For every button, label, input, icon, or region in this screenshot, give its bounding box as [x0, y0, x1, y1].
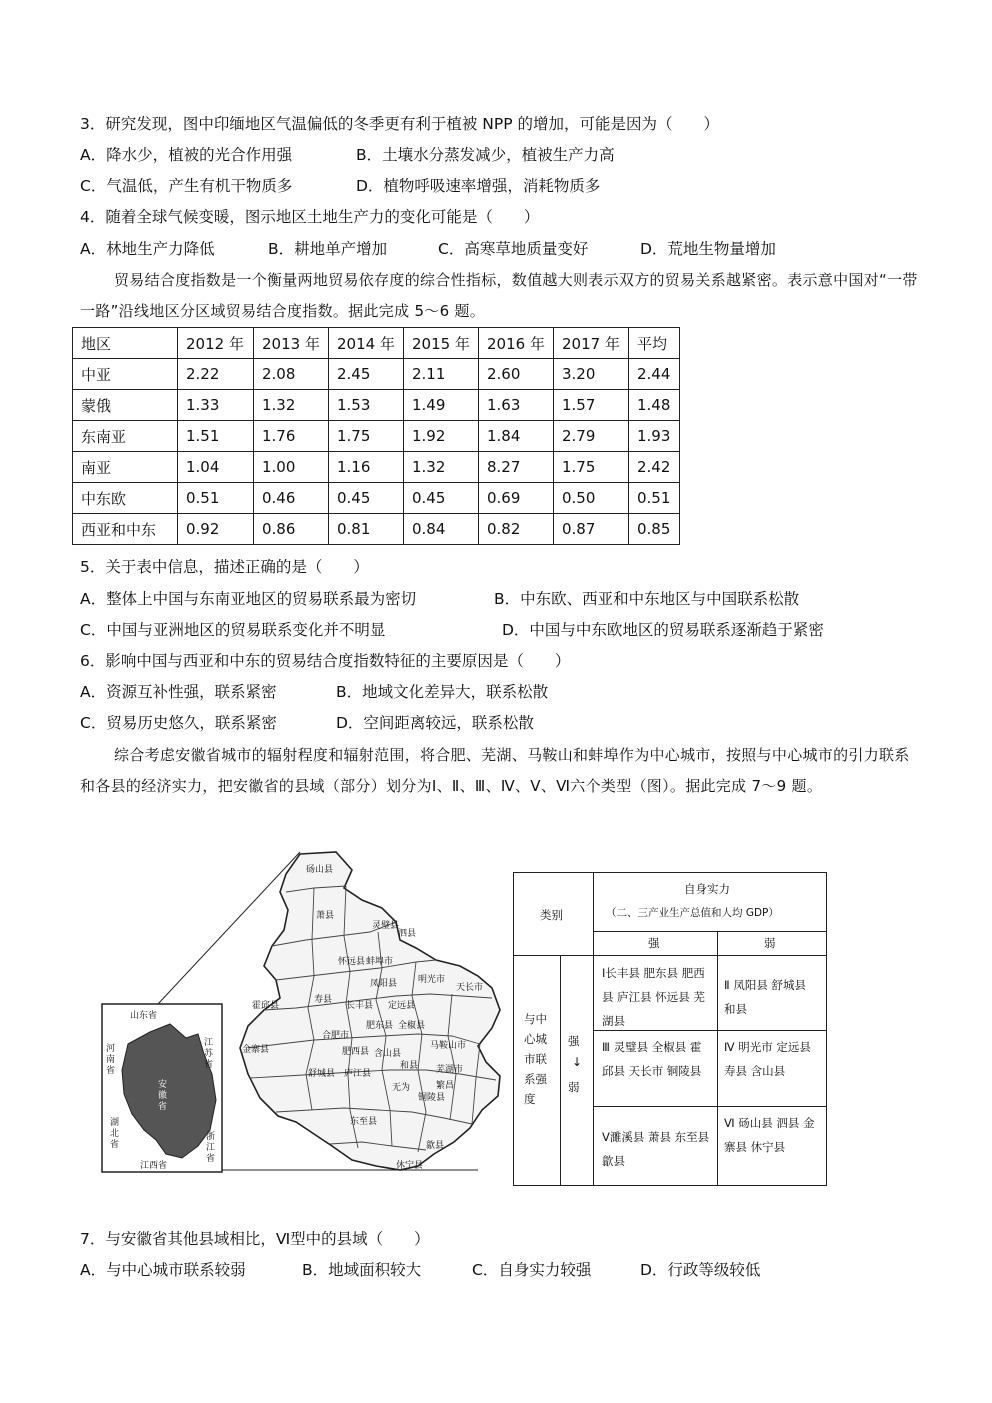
- map-label: 繁昌: [436, 1081, 455, 1091]
- table-cell: 0.87: [554, 514, 629, 545]
- map-label: 萧县: [316, 911, 335, 921]
- table-cell: 2.42: [629, 452, 680, 483]
- table-header-cell: 2017 年: [554, 328, 629, 359]
- table-header-cell: 2014 年: [329, 328, 404, 359]
- table-header-cell: 地区: [73, 328, 178, 359]
- table-cell: 1.63: [479, 390, 554, 421]
- trade-index-table: [72, 327, 680, 545]
- table-cell: 南亚: [73, 452, 178, 483]
- table-type-1: Ⅰ长丰县 肥东县 肥西县 庐江县 怀远县 芜湖县: [602, 966, 705, 1028]
- table-cell: 1.93: [629, 421, 680, 452]
- q6-stem: 6．影响中国与西亚和中东的贸易结合度指数特征的主要原因是（ ）: [80, 652, 571, 670]
- map-label: 天长市: [456, 983, 484, 993]
- map-label: 灵璧县: [372, 921, 400, 931]
- map-label: 明光市: [418, 975, 446, 985]
- table-category-label: 类别: [540, 908, 563, 922]
- table-cell: 0.50: [554, 483, 629, 514]
- table-cell: 1.53: [329, 390, 404, 421]
- table-cell: 1.84: [479, 421, 554, 452]
- q5-option-a: A．整体上中国与东南亚地区的贸易联系最为密切: [80, 590, 417, 608]
- q3-stem: 3．研究发现，图中印缅地区气温偏低的冬季更有利于植被 NPP 的增加，可能是因为（ ）: [80, 115, 720, 133]
- table-cell: 0.86: [254, 514, 329, 545]
- map-label: 定远县: [388, 1001, 416, 1011]
- map-label: 金寨县: [242, 1045, 270, 1055]
- q6-option-b: B．地域文化差异大，联系松散: [336, 683, 549, 701]
- map-label: 泗县: [398, 929, 417, 939]
- table-cell: 1.51: [178, 421, 254, 452]
- q3-option-d: D．植物呼吸速率增强，消耗物质多: [356, 177, 601, 195]
- table-cell: 2.79: [554, 421, 629, 452]
- table-cell: 1.32: [254, 390, 329, 421]
- q4-stem: 4．随着全球气候变暖，图示地区土地生产力的变化可能是（ ）: [80, 208, 540, 226]
- table-cell: 西亚和中东: [73, 514, 178, 545]
- map-label: 怀远县: [338, 957, 366, 967]
- table-cell: 1.48: [629, 390, 680, 421]
- map-label: 凤阳县: [370, 979, 398, 989]
- table-cell: 东南亚: [73, 421, 178, 452]
- inset-label: 湖北省: [110, 1118, 120, 1150]
- table-link-label: 与中心城市联系强度: [524, 1012, 547, 1106]
- map-label: 肥西县: [342, 1047, 370, 1057]
- table-header-cell: 2016 年: [479, 328, 554, 359]
- map-label: 铜陵县: [418, 1093, 446, 1103]
- table-cell: 1.16: [329, 452, 404, 483]
- table-cell: 0.92: [178, 514, 254, 545]
- table-cell: 2.11: [404, 359, 479, 390]
- map-label: 马鞍山市: [430, 1041, 467, 1051]
- table-cell: 0.84: [404, 514, 479, 545]
- table-cell: 2.60: [479, 359, 554, 390]
- map-label: 寿县: [314, 995, 333, 1005]
- q6-option-c: C．贸易历史悠久，联系紧密: [80, 714, 277, 732]
- table-strong-header: 强: [648, 936, 660, 950]
- table-header-cell: 2015 年: [404, 328, 479, 359]
- map-label: 和县: [400, 1061, 419, 1071]
- q5-option-b: B．中东欧、西亚和中东地区与中国联系松散: [494, 590, 800, 608]
- table-cell: 2.22: [178, 359, 254, 390]
- intro-anhui-paragraph: 综合考虑安徽省城市的辐射程度和辐射范围，将合肥、芜湖、马鞍山和蚌埠作为中心城市，按照与中心城市的引力联系和各县的经济实力，把安徽省的县域（部分）划分为Ⅰ、Ⅱ、Ⅲ、Ⅳ、Ⅴ、Ⅵ六个类型（图）。据此完成 7～9 题。: [80, 746, 910, 795]
- q7-option-b: B．地域面积较大: [302, 1261, 422, 1279]
- table-cell: 2.44: [629, 359, 680, 390]
- table-cell: 1.49: [404, 390, 479, 421]
- map-label: 歙县: [426, 1141, 445, 1151]
- q5-stem: 5．关于表中信息，描述正确的是（ ）: [80, 558, 369, 576]
- map-label: 长丰县: [346, 1001, 374, 1011]
- table-type-2: Ⅱ 凤阳县 舒城县 和县: [724, 978, 806, 1016]
- map-label: 庐江县: [344, 1069, 372, 1079]
- table-cell: 0.45: [404, 483, 479, 514]
- table-strength-subtitle: （二、三产业生产总值和人均 GDP）: [606, 907, 779, 919]
- table-cell: 0.81: [329, 514, 404, 545]
- table-cell: 1.92: [404, 421, 479, 452]
- map-label: 舒城县: [308, 1069, 336, 1079]
- inset-label: 江苏省: [204, 1038, 214, 1070]
- table-cell: 中亚: [73, 359, 178, 390]
- table-type-3: Ⅲ 灵璧县 全椒县 霍邱县 天长市 铜陵县: [602, 1040, 702, 1078]
- table-header-row: [73, 328, 680, 359]
- table-header-cell: 2012 年: [178, 328, 254, 359]
- map-label: 肥东县: [366, 1021, 394, 1031]
- q7-stem: 7．与安徽省其他县域相比，Ⅵ型中的县域（ ）: [80, 1230, 430, 1248]
- table-cell: 蒙俄: [73, 390, 178, 421]
- q7-option-c: C．自身实力较强: [472, 1261, 592, 1279]
- table-cell: 0.51: [178, 483, 254, 514]
- table-weak-header: 弱: [764, 936, 776, 950]
- table-row: [73, 483, 680, 514]
- table-row: [73, 421, 680, 452]
- table-arrow-bottom: 弱: [568, 1080, 580, 1094]
- table-type-5: Ⅴ濉溪县 萧县 东至县 歙县: [602, 1130, 710, 1168]
- table-cell: 0.46: [254, 483, 329, 514]
- q4-option-b: B．耕地单产增加: [268, 240, 388, 258]
- table-row: [73, 359, 680, 390]
- map-label: 休宁县: [396, 1161, 424, 1171]
- table-row: [73, 514, 680, 545]
- table-header-cell: 平均: [629, 328, 680, 359]
- map-label: 东至县: [350, 1117, 378, 1127]
- table-cell: 1.75: [329, 421, 404, 452]
- q4-option-d: D．荒地生物量增加: [640, 240, 776, 258]
- table-cell: 1.32: [404, 452, 479, 483]
- table-cell: 2.45: [329, 359, 404, 390]
- table-cell: 0.45: [329, 483, 404, 514]
- table-strength-title: 自身实力: [684, 882, 730, 896]
- map-label: 砀山县: [306, 865, 334, 875]
- q4-option-c: C．高寒草地质量变好: [438, 240, 589, 258]
- inset-label: 河南省: [106, 1044, 116, 1076]
- table-row: [73, 452, 680, 483]
- intro-trade-paragraph: 贸易结合度指数是一个衡量两地贸易依存度的综合性指标，数值越大则表示双方的贸易关系越紧密。表示意中国对“一带一路”沿线地区分区域贸易结合度指数。据此完成 5～6 题。: [80, 271, 918, 320]
- q4-option-a: A．林地生产力降低: [80, 240, 215, 258]
- inset-label: 安徽省: [158, 1080, 168, 1112]
- table-cell: 0.69: [479, 483, 554, 514]
- q7-option-a: A．与中心城市联系较弱: [80, 1261, 246, 1279]
- table-cell: 1.04: [178, 452, 254, 483]
- table-arrow-top: 强: [568, 1034, 580, 1048]
- county-type-table: [513, 872, 827, 1186]
- table-cell: 1.33: [178, 390, 254, 421]
- q6-option-d: D．空间距离较远，联系松散: [336, 714, 534, 732]
- q3-option-b: B．土壤水分蒸发减少，植被生产力高: [356, 146, 615, 164]
- map-label: 蚌埠市: [366, 957, 394, 967]
- q3-option-c: C．气温低，产生有机干物质多: [80, 177, 293, 195]
- map-label: 合肥市: [322, 1031, 350, 1041]
- table-row: [73, 390, 680, 421]
- table-cell: 1.57: [554, 390, 629, 421]
- table-cell: 0.85: [629, 514, 680, 545]
- arrow-down-icon: ↓: [572, 1055, 583, 1069]
- map-label: 霍邱县: [252, 1001, 280, 1011]
- table-cell: 1.76: [254, 421, 329, 452]
- q3-option-a: A．降水少，植被的光合作用强: [80, 146, 293, 164]
- q7-option-d: D．行政等级较低: [640, 1261, 761, 1279]
- map-label: 全椒县: [398, 1021, 426, 1031]
- table-type-4: Ⅳ 明光市 定远县 寿县 含山县: [724, 1040, 811, 1078]
- map-label: 芜湖市: [436, 1065, 464, 1075]
- table-cell: 0.82: [479, 514, 554, 545]
- table-cell: 中东欧: [73, 483, 178, 514]
- inset-label: 山东省: [130, 1011, 158, 1021]
- table-cell: 8.27: [479, 452, 554, 483]
- q5-option-d: D．中国与中东欧地区的贸易联系逐渐趋于紧密: [502, 621, 824, 639]
- map-label: 含山县: [374, 1049, 402, 1059]
- table-cell: 2.08: [254, 359, 329, 390]
- table-header-cell: 2013 年: [254, 328, 329, 359]
- table-type-6: Ⅵ 砀山县 泗县 金寨县 休宁县: [724, 1116, 815, 1154]
- q6-option-a: A．资源互补性强，联系紧密: [80, 683, 277, 701]
- map-label: 无为: [392, 1083, 411, 1093]
- inset-label: 江西省: [140, 1161, 168, 1171]
- table-cell: 1.00: [254, 452, 329, 483]
- q5-option-c: C．中国与亚洲地区的贸易联系变化并不明显: [80, 621, 386, 639]
- table-cell: 0.51: [629, 483, 680, 514]
- table-cell: 1.75: [554, 452, 629, 483]
- table-cell: 3.20: [554, 359, 629, 390]
- inset-label: 浙江省: [206, 1132, 216, 1164]
